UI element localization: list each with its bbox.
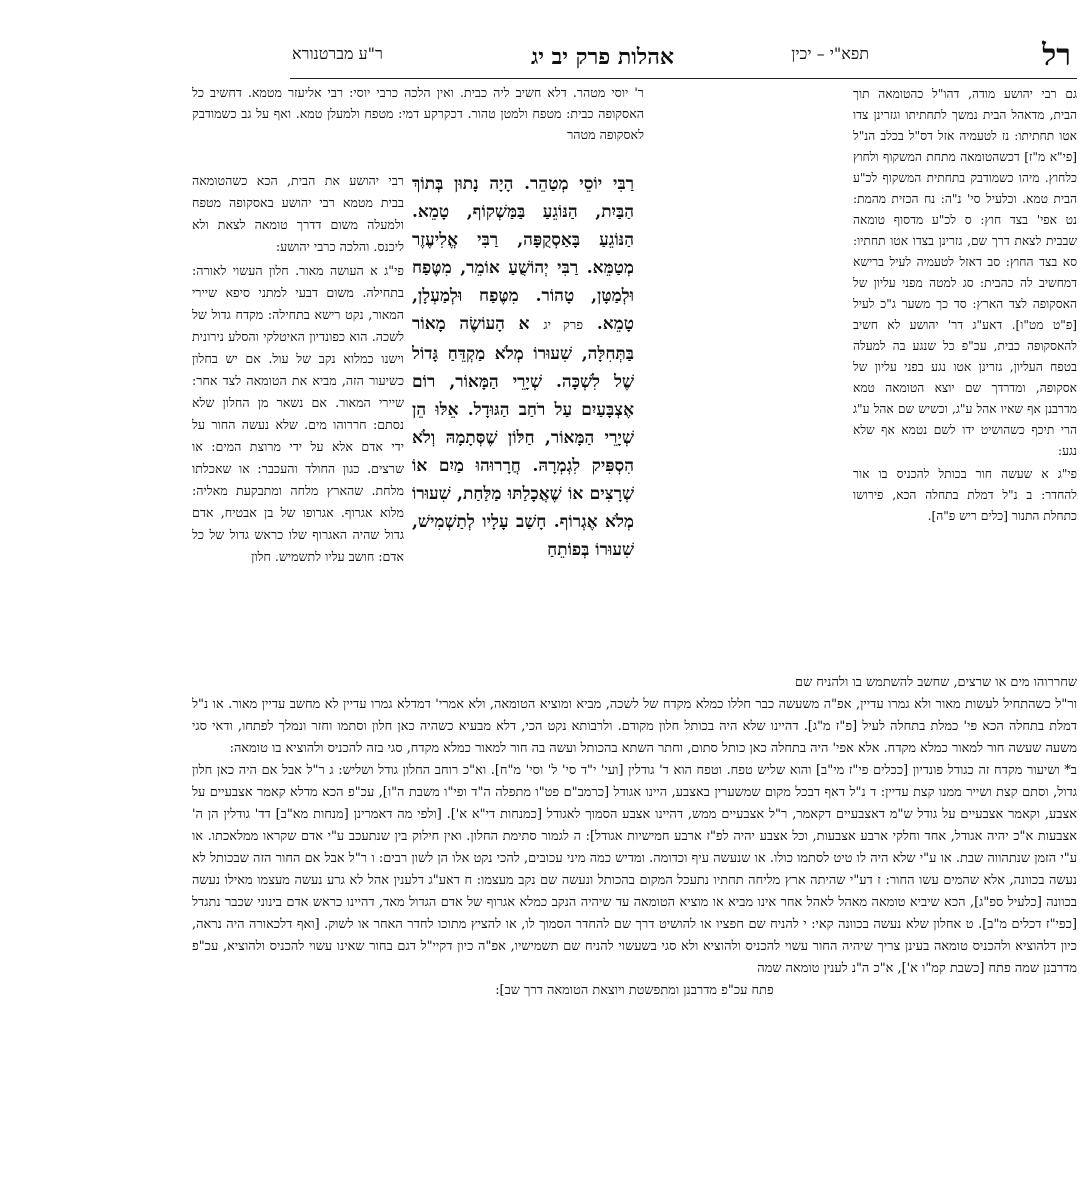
commentary-tag-tiferet: תפא"י – יכין [791,44,869,63]
page-number: רל [1042,38,1071,73]
bottom-last-line: פתח עכ"פ מדרבנן ומתפשטת ויוצאת הטומאה דרך שב]: [495,983,774,998]
tiferet-paragraph: גם רבי יהושע מודה, דהו"ל כהטומאה תוך הבית, מדאהל הבית נמשך לתחתיתו וגזרינן צדו אטו תחתיתו: נז לטעמיה אזל דס"ל בכלב הנ"ל [פי"א מ"ז] דכשהטומאה מתחת המשקוף ולחוץ כלחוץ. מיהו כשמודבק בתחתית המשקוף לכ"ע הבית טמא. וכלעיל סי' נ"ה: נח הכזית מהמת: נט אפי' בצד חוץ: ס לכ"ע מדסוף טומאה שבבית לצאת דרך שם, גזרינן בצדו אטו תחתיו: סא בצד החוץ: סב דאזל לטעמיה לעיל ברישא דמחשיב לה כהבית: סג למטה מפני עליון של האסקופה לצד הארץ: סד כך משער ג"כ לעיל [פ"ט מט"ו]. דאע"ג דר' יהושע לא חשיב להאסקופה כבית, עכ"פ כל שנגע בה למעלה בטפח העליון, גזרינן אטו נגע בפני עליון של אסקופה, ומדרדך שם יוצא הטומאה טמא מדרבנן אף שאיו אהל ע"ג, וכשיש שם אהל ע"ג הרי תיכף כשהושיט ידו לשם נטמא אף שלא נגע: [853,87,1077,458]
mishnah-part-1: רַבִּי יוֹסֵי מְטַהֵר. הָיָה נָתוּן בְּתוֹךְ הַבַּיִת, הַנּוֹגֵעַ בַּמַּשְׁקוֹף, טָמֵא. הַנּוֹגֵעַ בָּאַסְקֻפָּה, רַבִּי אֱלִיעֶזֶר מְטַמֵּא. רַבִּי יְהוֹשֻׁעַ אוֹמֵר, מִטֶּפַח וּלְמַטָּן, טָהוֹר. מִטֶּפַח וּלְמַעְלָן, טָמֵא. [412,174,634,334]
bottom-commentary-paragraph: ור"ל כשהתחיל לעשות מאור ולא גמרו עדיין, אפ"ה משעשה כבר חללו כמלא מקדח של לשכה, מביא ומוציא הטומאה, ולא אמרי' דמדלא גמרו עדיין לא מחשב עדיין מאור. או נ"ל דמלת בתחלה הכא פי' כמלת בתחלה לעיל [פ"ז מ"ג]. דהיינו שלא היה בכותל חלון מקודם. ולרבותא נקט הכי, דלא מבעיא כשהיה כאן חלון וסתמו וחזר ונמלך לפתחו, ודאי סגי משעה שעשה חור למאור כמלא מקדח. אלא אפי' היה בתחלה כאן כותל סתום, וחתר השתא בהכותל ועשה בה חור למאור כמלא מקדח, סגי בזה להכניס ולהוציא בו טומאה: [192,697,1077,756]
mishnah-text [412,170,634,670]
commentary-tag-bartenura: ר"ע מברטנורא [292,44,383,63]
bottom-commentary [192,672,1077,1182]
bartenura-side-column [192,170,404,670]
tiferet-yisrael-column [853,84,1077,672]
bartenura-paragraph: ר' יוסי מטהר. דלא חשיב ליה כבית. ואין הלכה כרבי יוסי: רבי אליעזר מטמא. דחשיב כל האסקופה כבית: מטפח ולמטן טהור. דכקרקע דמי: מטפח ולמעלן טמא. ואף על גב כשמודבק לאסקופה מטהר [192,85,644,142]
tiferet-paragraph: פי"ג א שעשה חור בכותל להכניס בו אור להחדר: ב נ"ל דמלת בתחלה הכא, פירושו כתחלת התנור [כלים ריש פ"ה]. [853,467,1077,523]
bartenura-top-block [192,82,644,172]
bottom-commentary-line: שחררוהו מים או שרצים, שחשב להשתמש בו ולהניח שם [795,675,1077,690]
header-rule [290,78,1077,79]
page-header [290,38,1071,78]
chapter-label: פרק יג [543,318,584,333]
page-title: אהלות פרק יב יג [530,44,674,70]
bartenura-paragraph: פי"ג א העושה מאור. חלון העשוי לאורה: בתחילה. משום דבעי למתני סיפא שיירי המאור, נקט רישא בתחילה: מקדח גדול של לשכה. הוא כפונדיון האיטלקי והסלע נירונית וישנו כמלוא נקב של עול. אם יש בחלון כשיעור הזה, מביא את הטומאה לצד אחר: שיירי המאור. אם נשאר מן החלון שלא נסתם: חררוהו מים. שלא נעשה החור על ידי אדם אלא על ידי מרוצת המים: או שרצים. כגון החולד והעכבר: או שאכלתו מלחת. שהארץ מלחה ומתבקעת מאליה: מלוא אגרוף. אגרופו של בן אבטיח, אדם גדול שהיה האגרוף שלו כראש גדול של כל אדם: חושב עליו לתשמיש. חלון [192,263,404,564]
bartenura-paragraph: רבי יהושע את הבית, הכא כשהטומאה בבית מטמא רבי יהושע באסקופה מטפח ולמעלה משום דדרך טומאה לצאת ולא ליכנס. והלכה כרבי יהושע: [192,173,404,254]
mishnah-part-2: א הָעוֹשֶׂה מָאוֹר בַּתְּחִלָּה, שִׁעוּרוֹ מְלֹא מַקְדֵּחַ גָּדוֹל שֶׁל לִשְׁכָּה. שְׁיָרֵי הַמָּאוֹר, רוֹם אֶצְבָּעַיִם עַל רֹחַב הַגּוּדָל. אֵלּוּ הֵן שְׁיָרֵי הַמָּאוֹר, חַלּוֹן שֶׁסְּתָמָהּ וְלֹא הִסְפִּיק לִגְמְרָהּ. חֲרָרוּהוּ מַיִם אוֹ שְׁרָצִים אוֹ שֶׁאֲכָלַתּוּ מַלַּחַת, שִׁעוּרוֹ מְלֹא אֶגְרוֹף. חָשַׁב עָלָיו לְתַשְׁמִישׁ, שִׁעוּרוֹ בְּפוֹתֵחַ [412,314,634,560]
bottom-commentary-paragraph: ב* ושיעור מקדח זה כגודל פונדיון [ככלים פי"ז מי"ב] והוא שליש טפח. וטפח הוא ד' גודלין [ועי' י"ד סי' ל' וסי' מ"ח]. וא"כ רוחב החלון גודל ושליש: ג ר"ל אבל אם היה כאן חלון גדול, וסתם קצת ושייר ממנו קצת עדיין: ד נ"ל דאף דבכל מקום שמשערין באצבע, היינו אגודל [כרמב"ם פט"ו מתפלה ה"ד ופי"ו משבת ה"ו], עכ"פ הכא מדלא קאמר אצבעיים על אצבע, וקאמר אצבעיים על גודל ש"מ דאצבעיים דקאמר, ר"ל אצבעיים ממש, דהיינו אצבע הסמוך לאגודל [כמנחות די"א א']. [ולפי מה דאמרינן [מנחות מא"ב] דד' גודלין הן ה' אצבעות א"כ יהיה אגודל, אחד וחלקי ארבע אצבעות, וכל אצבע יהיה לפ"ז ארבע חמישיות אגודל]: ה לגמור סתימת החלון. ואין חילוק בין שנתעכב ע"י אדם שקראו ממלאכתו. או ע"י הזמן שנתהווה שבת. או ע"י שלא היה לו טיט לסתמו כולו. או שנעשה עיף וכדומה. ומדיש כמה מיני עכובים, להכי נקט אלו הן לשון רבים: ו ר"ל אבל אם החור הזה שבכותל לא נעשה בכוונה, אלא שהמים עשו החור: ז דע"י שהיתה ארץ מליחה תחתיו נתעכל המקום בהכותל ונעשה שם נקב מעצמו: ח דאע"ג דלענין אהל לא גרע נעשה מעצמו מאילו נעשה בכוונה [כלעיל ספ"ג], הכא שיביא טומאה מאהל לאהל אחר אינו מביא או מוציא הטומאה עד שיהיה הנקב כמלא אגרוף של אדם הגדול מאד, דהיינו כראש אדם בינוני שכבר נתגדל [כפי"ז דכלים מ"ב]. ט אחלון שלא נעשה בכוונה קאי: י להניח שם חפציו או להושיט דרך שם להחדר הסמוך לו, או להציץ מתוכו לחדר האחר או לשוק. [ואף דלכאורה היה נראה, כיון דלהוציא ולהכניס טומאה בעינן צריך שיהיה החור עשוי להכניס ולהוציא ולא סגי בשעשוי להניח שם תשמישיו, אפ"ה כיון דקיי"ל דגם בחור שאינו עשוי להכניס ולהוציא, עכ"פ מדרבנן שמה פתח [כשבת קמ"ו א'], א"כ ה"נ לענין טומאה שמה [192,763,1077,976]
